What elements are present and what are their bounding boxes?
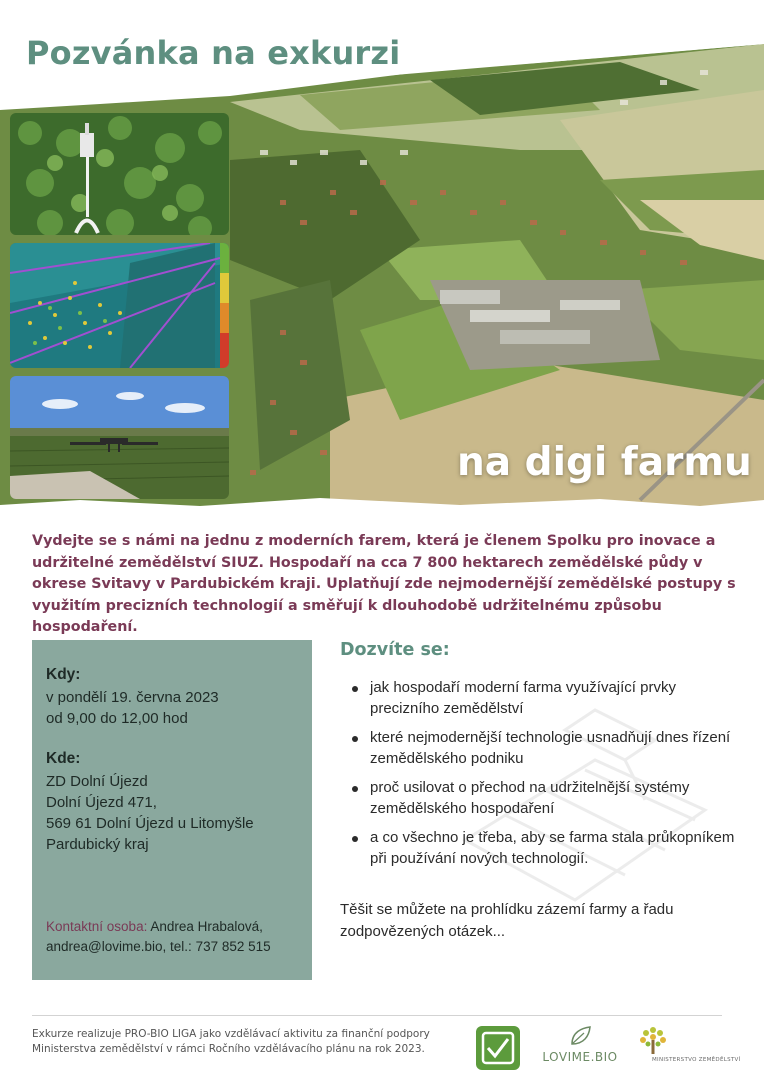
contact-label: Kontaktní osoba:	[46, 919, 148, 934]
drone-field-photo	[10, 376, 229, 499]
bullet-icon	[352, 686, 358, 692]
bullet-icon	[352, 786, 358, 792]
when-label: Kdy:	[46, 666, 81, 683]
field-sensor-photo	[10, 113, 229, 235]
where-street: Dolní Újezd 471,	[46, 794, 157, 811]
lovime-bio-text: LOVIME.BIO	[542, 1050, 618, 1064]
ministry-logo	[636, 1022, 741, 1070]
footer-text: Exkurze realizuje PRO-BIO LIGA jako vzdělávací aktivitu za finanční podpory Ministerstva zemědělství v rámci Ročního vzdělávacího plánu na rok 2023.	[32, 1028, 430, 1055]
ministry-logo-text: MINISTERSTVO ZEMĚDĚLSTVÍ	[652, 1057, 741, 1063]
contact-phone-label: tel.:	[170, 939, 192, 954]
event-details	[46, 664, 304, 855]
where-name: ZD Dolní Újezd	[46, 773, 148, 790]
where-label: Kde:	[46, 750, 81, 767]
contact-name: Andrea Hrabalová,	[150, 919, 263, 934]
intro-paragraph: Vydejte se s námi na jednu z moderních farem, která je členem Spolku pro inovace a udržitelné zemědělství SIUZ. Hospodaří na cca 7 800 hektarech zemědělské půdy v okrese Svitavy v Pardubickém kraji. Uplatňují zde nejmodernější zemědělské postupy s využitím precizních technologií a směřují k dlouhodobě udržitelnému způsobu hospodaření.	[32, 533, 736, 635]
when-date: v pondělí 19. června 2023	[46, 689, 219, 706]
bullet-icon	[352, 836, 358, 842]
tree-icon	[636, 1022, 670, 1056]
closing-text: Těšit se můžete na prohlídku zázemí farmy a řadu zodpovězených otázek...	[340, 901, 674, 940]
list-item: jak hospodaří moderní farma využívající prvky precizního zemědělství	[340, 677, 740, 719]
ndvi-map-image	[10, 243, 229, 368]
bullet-icon	[352, 736, 358, 742]
pro-bio-liga-logo	[476, 1026, 520, 1070]
learn-heading: Dozvíte se:	[340, 640, 450, 660]
list-item: a co všechno je třeba, aby se farma stala průkopníkem při používání nových technologií.	[340, 827, 740, 869]
footer-divider	[32, 1015, 722, 1016]
lovime-bio-logo	[540, 1024, 620, 1070]
contact-info: Kontaktní osoba: Andrea Hrabalová, andrea@lovime.bio, tel.: 737 852 515	[46, 919, 271, 954]
contact-email[interactable]: andrea@lovime.bio	[46, 939, 163, 954]
page-title: Pozvánka na exkurzi	[26, 34, 401, 72]
hero-banner	[0, 0, 764, 510]
when-time: od 9,00 do 12,00 hod	[46, 710, 188, 727]
where-city: 569 61 Dolní Újezd u Litomyšle	[46, 815, 254, 832]
hero-subtitle: na digi farmu	[457, 440, 752, 485]
contact-phone[interactable]: 737 852 515	[195, 939, 271, 954]
where-region: Pardubický kraj	[46, 836, 149, 853]
learn-list	[340, 677, 740, 869]
event-info-box	[32, 640, 312, 980]
list-item: které nejmodernější technologie usnadňují dnes řízení zemědělského podniku	[340, 727, 740, 769]
list-item: proč usilovat o přechod na udržitelnější systémy zemědělského hospodaření	[340, 777, 740, 819]
leaf-icon	[568, 1024, 592, 1048]
